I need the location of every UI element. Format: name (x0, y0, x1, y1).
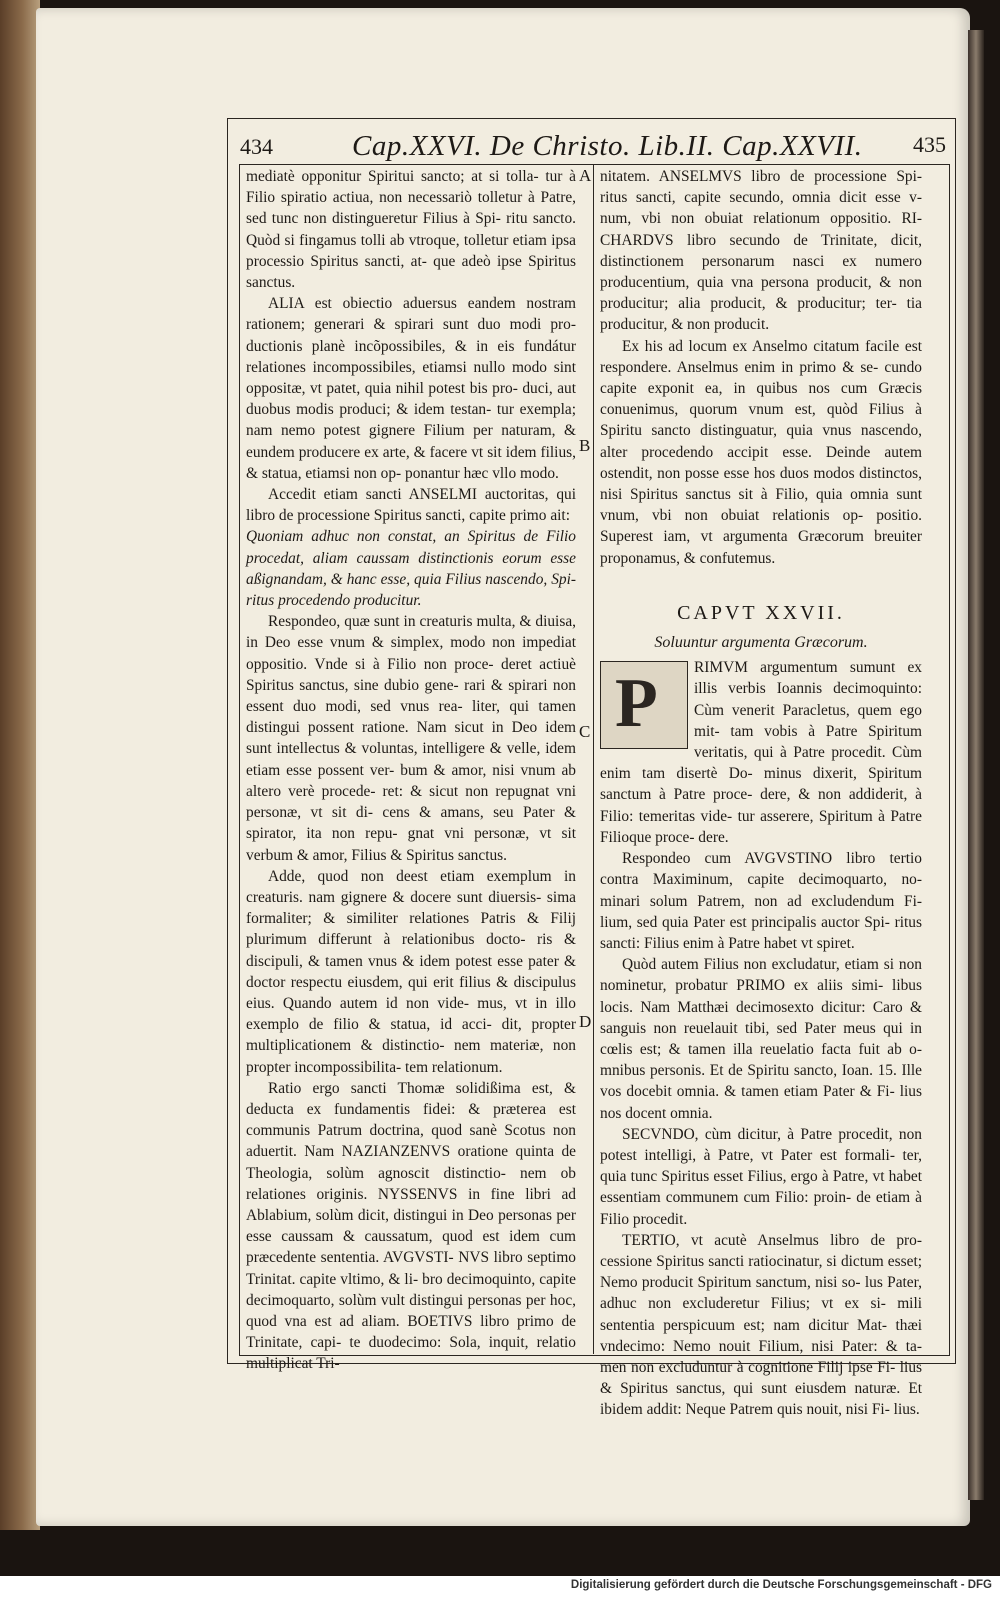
margin-letter-d: D (579, 1012, 592, 1031)
page-number-right: 435 (913, 132, 946, 157)
paragraph: mediatè opponitur Spiritui sancto; at si tolla- tur à Filio spiratio actiua, non necessariò tolletur à Patre, sed tunc non distingueretur Filius à Spi- ritu sancto. Quòd si fingamus tolli ab vtroque, tolletur etiam ipsa processio Spiritus sancti, at- que adeò ipse Spiritus sanctus. (246, 168, 576, 292)
margin-letter-b: B (579, 436, 591, 455)
paragraph: Respondeo cum AVGVSTINO libro tertio contra Maximinum, capite decimoquarto, no- minari solum Patrem, non ad excludendum Fi- lium, sed quia Pater est principalis auctor Spi- ritus sancti: Filius enim à Patre habet vt spiret. (600, 850, 922, 952)
dfg-credit: Digitalisierung gefördert durch die Deutsche Forschungsgemeinschaft - DFG (570, 1579, 992, 1591)
chapter-subtitle: Soluuntur argumenta Græcorum. (654, 634, 868, 652)
paragraph: TERTIO, vt acutè Anselmus libro de pro- cessione Spiritus sancti ratiocinatur, si dictum esset; Nemo producit Spiritum sanctum, nisi so- lus Pater, adhuc non excluderetur Filius; vt ex si- mili sententia perspicuum est; nam dicitur Mat- thæi vndecimo: Nemo nouit Filium, nisi Pater: & ta- men non excluduntur à cognitione Filij ipse Fi- lius & Spiritus sanctus, qui sunt eiusdem naturæ. Et ibidem addit: Neque Patrem quis nouit, nisi Fi- lius. (600, 1231, 922, 1419)
paragraph: Respondeo, quæ sunt in creaturis multa, & diuisa, in Deo esse vnum & simplex, modo non impediat oppositio. Vnde si à Filio non proce- deret actiuè Spiritus sanctus, sine dubio gene- rari & spirari non essent duo modi, sed vnus rea- liter, qui tamen distingui possent ratione. Nam sicut in Deo idem sunt intellectus & voluntas, intelligere & velle, idem etiam esse possent ver- bum & amor, nisi vnum ab altero verè procede- ret: & sicut non repugnat vni personæ, vt sit di- cens & amans, seu Pater & spirator, ita non repu- gnat vni personæ, vt sit verbum & amor, Filius & Spiritus sanctus. (246, 613, 576, 864)
margin-letter-c: C (579, 722, 591, 741)
initial-letter: P (615, 665, 658, 743)
paragraph: Ratio ergo sancti Thomæ solidißima est, & deducta ex fundamentis fidei: & præterea est communis Patrum doctrina, quod sanè Scotus non aduertit. Nam NAZIANZENVS oratione quinta de Theologia, solùm agnoscit distinctio- nem ob relationes originis. NYSSENVS in fine libri ad Ablabium, solùm dicit, distingui in Deo personas per esse caussam & caussatum, quod est idem cum præcedente sententia. AVGVSTI- NVS libro septimo Trinitat. capite vltimo, & li- bro decimoquinto, capite decimoquarto, solùm vult distingui personas per hoc, quod vna est ad aliam. BOETIVS libro primo de Trinitate, capi- te duodecimo: Sola, inquit, relatio multiplicat Tri- (246, 1079, 576, 1373)
left-column (246, 166, 576, 1375)
page-number-left: 434 (240, 134, 273, 159)
right-column (600, 166, 922, 1421)
book-spine (0, 0, 40, 1530)
margin-letter-a: A (579, 166, 592, 185)
paragraph: SECVNDO, cùm dicitur, à Patre procedit, non potest intelligi, à Patre, vt Pater est formali- ter, quia tunc Spiritus esset Filius, ergo à Patre, vt habet essentiam communem cum Filio: proin- de etiam à Filio procedit. (600, 1125, 922, 1228)
page-edge (968, 30, 984, 1500)
paragraph: ALIA est obiectio aduersus eandem nostram rationem; generari & spirari sunt duo modi pro- ductionis planè incõpossibiles, & in eis fundátur relationes incompossibiles, etiamsi nullo modo sint oppositæ, vt patet, quia nihil potest bis pro- duci, aut duobus modis produci; & idem testan- tur exempla; nam nemo potest gignere Filium per naturam, & eundem producere ex arte, & facere vt sit idem filius, & statua, etiamsi non op- ponantur hæc vllo modo. (246, 295, 576, 482)
running-header (232, 128, 952, 162)
paragraph: Accedit etiam sancti ANSELMI auctoritas, qui libro de processione Spiritus sancti, capite primo ait: (246, 486, 576, 525)
paragraph: Quòd autem Filius non excludatur, etiam si non nominetur, probatur PRIMO ex aliis simi- libus locis. Nam Matthæi decimosexto dicitur: Caro & sanguis non reuelauit tibi, sed Pater meus qui in cœlis est; & tamen illa reuelatio facta fuit ab o- mnibus personis. Et de Spiritu sancto, Ioan. 15. Ille vos docebit omnia. & tamen etiam Pater & Fi- lius nos docent omnia. (600, 956, 922, 1122)
column-divider (593, 164, 594, 1354)
paragraph: Adde, quod non deest etiam exemplum in creaturis. nam gignere & docere sunt diuersis- sima formaliter; & similiter relationes Patris & Filij plurimum differunt à relationibus docto- ris & discipuli, & tamen vnus & idem potest esse pater & doctor respectu eiusdem, qui erit filius & discipulus eius. Quando autem id non vide- mus, vt in illo exemplo de filio & statua, id acci- dit, propter multiplicationem & distinctio- nem materiæ, non propter incompossibilita- tem relationum. (246, 867, 576, 1076)
paragraph: RIMVM argumentum sumunt ex illis verbis Ioannis decimoquinto: Cùm venerit Paracletus, quem ego mit- tam vobis à Patre Spiritum veritatis, qui à Patre procedit. Cùm enim tam disertè Do- minus dixerit, Spiritum sanctum à Patre proce- dere, & non addiderit, à Filio: temeritas vide- tur asserere, Spiritum à Patre Filioque proce- dere. (600, 659, 922, 846)
decorated-initial (600, 661, 688, 749)
paragraph: nitatem. ANSELMVS libro de processione Spi- ritus sancti, capite secundo, omnia dicit esse v- num, vbi non obuiat relationum oppositio. RI- CHARDVS libro secundo de Trinitate, dicit, distinctionem personarum nasci ex numero producentium, quia vna persona producit, & non producitur; alia producit, & producitur; ter- tia producitur, & non producit. (600, 168, 922, 334)
running-title: Cap.XXVI. De Christo. Lib.II. Cap.XXVII. (352, 130, 863, 162)
footer-bar (0, 1576, 1000, 1600)
paragraph: Ex his ad locum ex Anselmo citatum facile est respondere. Anselmus enim in primo & se- cundo capite exponit ea, in quibus nos cum Græcis conuenimus, quorum vnum est, quòd Filius à Spiritu sancto distinguatur, quia vnus nascendo, alter procedendo accipit esse. Deinde autem ostendit, non posse esse hos duos modos distinctos, nisi Spiritus sanctus sit à Filio, quia omnia sunt vnum, vbi non obuiat relationis op- positio. Superest iam, vt argumenta Græcorum breuiter proponamus, & confutemus. (600, 337, 922, 567)
anselm-quote: Quoniam adhuc non constat, an Spiritus de Filio procedat, aliam caussam distinctionis eorum esse aßignandam, & hanc esse, quia Filius nascendo, Spi- ritus procedendo producitur. (246, 528, 576, 610)
chapter-title: CAPVT XXVII. (677, 601, 845, 624)
